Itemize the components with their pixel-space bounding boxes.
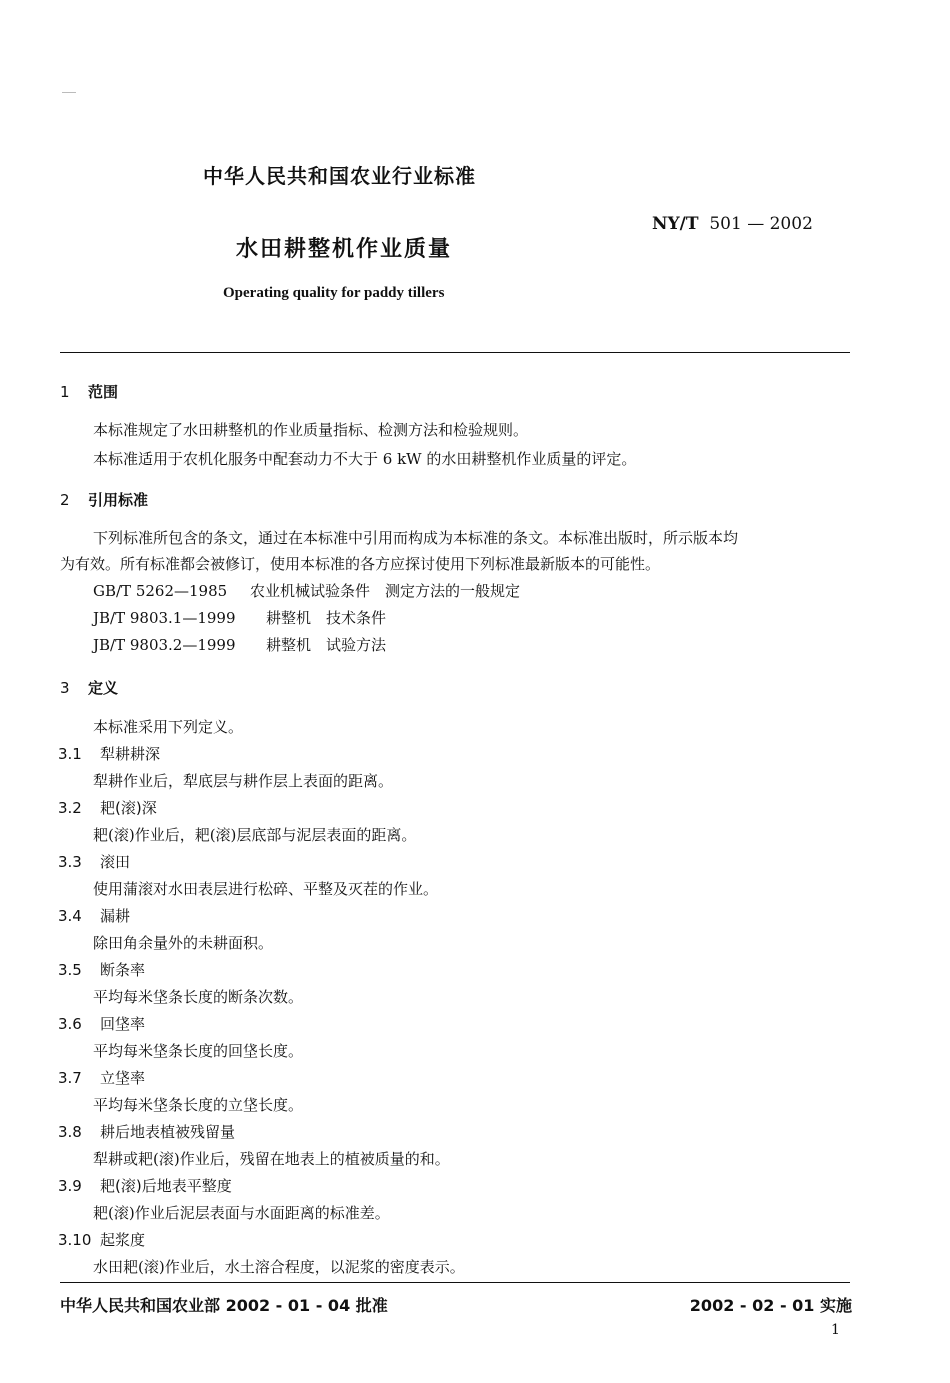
- approval-line: 中华人民共和国农业部 2002 - 01 - 04 批准: [60, 1296, 388, 1315]
- implementation-date: 2002 - 02 - 01 实施: [689, 1296, 852, 1315]
- paragraph: 为有效。所有标准都会被修订，使用本标准的各方应探讨使用下列标准最新版本的可能性。: [60, 555, 661, 573]
- standard-code-prefix: NY/T: [652, 214, 699, 234]
- reference-title: 耕整机 试验方法: [266, 636, 387, 654]
- term-definition: 耙(滚)作业后泥层表面与水面距离的标准差。: [93, 1204, 390, 1222]
- paragraph: 本标准采用下列定义。: [93, 718, 244, 736]
- term-definition: 平均每米垡条长度的断条次数。: [93, 988, 304, 1006]
- reference-item: [93, 607, 386, 628]
- reference-code: JB/T 9803.1—1999: [93, 609, 236, 627]
- standard-code-number: 501 — 2002: [709, 214, 813, 234]
- term-definition: 平均每米垡条长度的立垡长度。: [93, 1096, 304, 1114]
- term-heading: 3.9 耙(滚)后地表平整度: [58, 1177, 232, 1195]
- page-number: 1: [831, 1322, 840, 1338]
- term-heading: 3.3 滚田: [58, 853, 131, 871]
- term-definition: 犁耕作业后，犁底层与耕作层上表面的距离。: [93, 772, 394, 790]
- term-heading: 3.5 断条率: [58, 961, 146, 979]
- reference-item: [93, 580, 520, 601]
- reference-title: 农业机械试验条件 测定方法的一般规定: [250, 582, 521, 600]
- section-heading-references: 2 引用标准: [60, 491, 149, 509]
- paragraph: 下列标准所包含的条文，通过在本标准中引用而构成为本标准的条文。本标准出版时，所示版本均: [93, 529, 739, 547]
- section-heading-scope: 1 范围: [60, 383, 119, 401]
- section-heading-definitions: 3 定义: [60, 679, 119, 697]
- term-definition: 犁耕或耙(滚)作业后，残留在地表上的植被质量的和。: [93, 1150, 450, 1168]
- term-heading: 3.7 立垡率: [58, 1069, 146, 1087]
- term-definition: 除田角余量外的未耕面积。: [93, 934, 274, 952]
- header-rule: [60, 352, 850, 353]
- term-heading: 3.8 耕后地表植被残留量: [58, 1123, 236, 1141]
- reference-code: JB/T 9803.2—1999: [93, 636, 236, 654]
- footer-rule: [60, 1282, 850, 1283]
- reference-title: 耕整机 技术条件: [266, 609, 387, 627]
- term-definition: 使用蒲滚对水田表层进行松碎、平整及灭茬的作业。: [93, 880, 439, 898]
- term-heading: 3.4 漏耕: [58, 907, 131, 925]
- paragraph: 本标准规定了水田耕整机的作业质量指标、检测方法和检验规则。: [93, 421, 529, 439]
- term-heading: 3.6 回垡率: [58, 1015, 146, 1033]
- term-definition: 耙(滚)作业后，耙(滚)层底部与泥层表面的距离。: [93, 826, 417, 844]
- scan-speck: [62, 92, 76, 93]
- term-heading: 3.2 耙(滚)深: [58, 799, 157, 817]
- document-title: 水田耕整机作业质量: [236, 237, 453, 262]
- paragraph: 本标准适用于农机化服务中配套动力不大于 6 kW 的水田耕整机作业质量的评定。: [93, 450, 637, 468]
- issuing-organization: 中华人民共和国农业行业标准: [203, 164, 476, 188]
- term-definition: 水田耙(滚)作业后，水土溶合程度，以泥浆的密度表示。: [93, 1258, 465, 1276]
- term-definition: 平均每米垡条长度的回垡长度。: [93, 1042, 304, 1060]
- standard-code: [652, 214, 813, 234]
- reference-code: GB/T 5262—1985: [93, 582, 228, 600]
- term-heading: 3.10 起浆度: [58, 1231, 146, 1249]
- document-title-english: Operating quality for paddy tillers: [223, 285, 445, 301]
- reference-item: [93, 634, 386, 655]
- term-heading: 3.1 犁耕耕深: [58, 745, 161, 763]
